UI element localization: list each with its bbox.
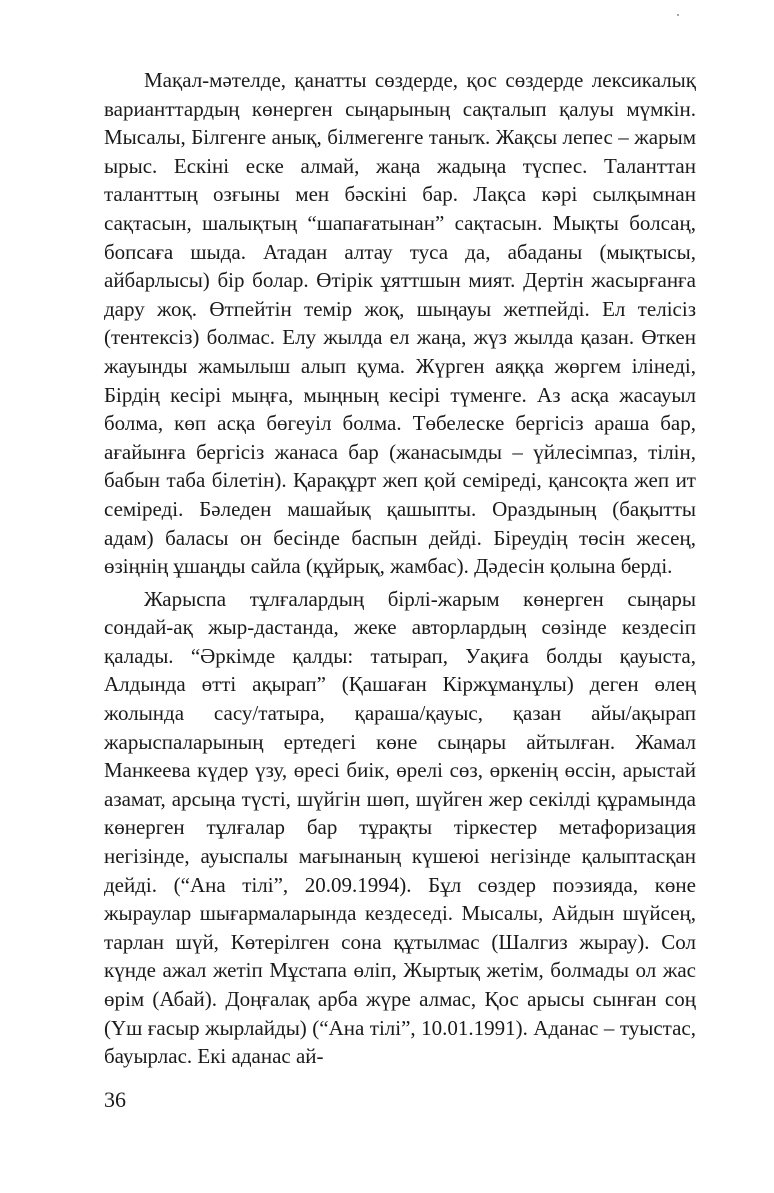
paragraph-proverbs: Мақал-мәтелде, қанатты сөздерде, қос сөздерде лексикалық варианттардың көнерген сыңарының сақталып қалуы мүмкін. Мысалы, Білгенге анық, білмегенге таныҡ. Жақсы лепес – жарым ырыс. Ескіні еске алмай, жаңа жадыңа түспес. Таланттан таланттың озғыны мен бәскіні бар. Лақса кәрі сылқымнан сақтасын, шалықтың “шапағатынан” сақтасын. Мықты болсаң, бопсаға шыда. Атадан алтау туса да, абаданы (мықтысы, айбарлысы) бір болар. Өтірік ұяттшын мият. Дертін жасырғанға дару жоқ. Өтпейтін темір жоқ, шыңауы жетпейді. Ел телісіз (тентексіз) болмас. Елу жылда ел жаңа, жүз жылда қазан. Өткен жауынды жамылыш алып қума. Жүрген аяққа жөргем ілінеді, Бірдің кесірі мыңға, мыңның кесірі түменге. Аз асқа жасауыл болма, көп асқа бөгеуіл болма. Төбелеске бергісіз араша бар, ағайынға бергісіз жанаса бар (жанасымды – үйлесімпаз, тілін, бабын таба білетін). Қарақұрт жеп қой семіреді, қансоқта жеп ит семіреді. Бәледен машайық қашыпты. Ораздының (бақытты адам) баласы он бесінде баспын дейді. Біреудің төсін жесең, өзіңнің ұшаңды сайла (құйрық, жамбас). Дәдесін қолына берді.: [104, 68, 696, 579]
scan-speck: [677, 14, 679, 16]
body-text: [104, 66, 696, 1071]
paragraph-parallel-forms: Жарыспа тұлғалардың бірлі-жарым көнерген сыңары сондай-ақ жыр-дастанда, жеке авторлардың сөзінде кездесіп қалады. “Әркімде қалды: татырап, Уақиға болды қауыста, Алдында өтті ақырап” (Қашаған Кіржұманұлы) деген өлең жолында сасу/татыра, қараша/қауыс, қазан айы/ақырап жарыспаларының ертедегі көне сыңары айтылған. Жамал Манкеева күдер үзу, өресі биік, өрелі сөз, өркенің өссін, арыстай азамат, арсыңа түсті, шүйгін шөп, шүйген жер секілді құрамында көнерген тұлғалар бар тұрақты тіркестер метафоризация негізінде, ауыспалы мағынаның күшеюі негізінде қалыптасқан дейді. (“Ана тілі”, 20.09.1994). Бұл сөздер поэзияда, көне жыраулар шығармаларында кездеседі. Мысалы, Айдын шүйсең, тарлан шүй, Көтерілген сона құтылмас (Шалгиз жырау). Сол күнде ажал жетіп Мұстапа өліп, Жыртық жетім, болмады ол жас өрім (Абай). Доңғалақ арба жүре алмас, Қос арысы сынған соң (Үш ғасыр жырлайды) (“Ана тілі”, 10.01.1991). Аданас – туыстас, бауырлас. Екі аданас ай-: [104, 586, 696, 1069]
page-number: 36: [104, 1087, 126, 1112]
